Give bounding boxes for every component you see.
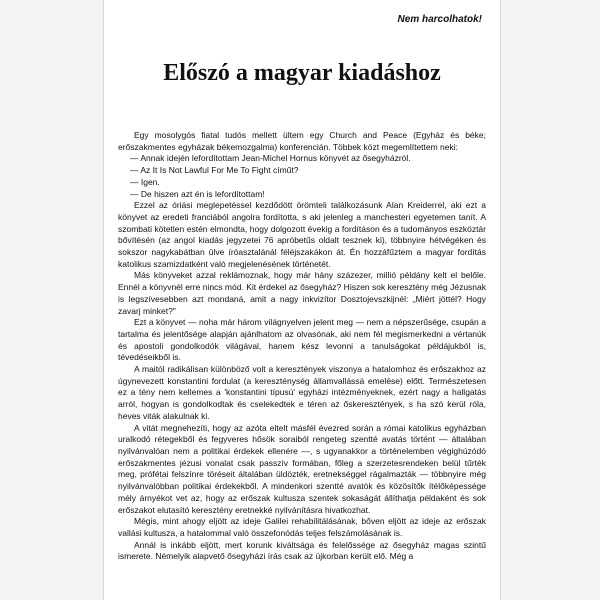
dialog-line: — Annak idején lefordítottam Jean-Michel Hornus könyvét az ősegyházról. <box>130 153 411 164</box>
paragraph: Egy mosolygós fiatal tudós mellett ültem egy Church and Peace (Egyház és béke; erőszakmentes egyházak békemozgalma) konferencián. Többek közt megemlítettem neki: <box>118 130 486 152</box>
paragraph: Ezt a könyvet — noha már három világnyelven jelent meg — nem a népszerűsége, csupán a tartalma és jelentősége alapján ajánlhatom az olvasónak, aki nem fél megismerkedni a vértanúk és apostoli gondolkodók világával, hanem kész levonni a tanulságokat példájukból is, tévedéseikből is. <box>118 317 486 363</box>
paragraph: A maitól radikálisan különböző volt a keresztények viszonya a hatalomhoz és erőszakhoz az úgynevezett konstantini fordulat (a kereszténység államvallássá emelése) előtt. Természetesen ez a tény nem kellemes a 'konstantini típusú' egyházi intézményeknek, ezért nagy a hallgatás arról, hogyan is gondolkodtak és cselekedtek e téren az őskeresztények, s ha szó kerül róla, heves viták alakulnak ki. <box>118 364 486 421</box>
paragraph: Ezzel az óriási meglepetéssel kezdődött örömteli találkozásunk Alan Kreiderrel, aki ezt a könyvet az eredeti franciából angolra fordította, s aki jelenleg a manchesteri egyetemen tanít. A szombati kötetlen estén elmondta, hogy dolgozott évekig a fordításon és a tudományos eszköztár bővítésén (az angol kiadás jegyzetei 76 apróbetűs oldalt tesznek ki), többnyire hétvégéken és sokszor nagykabátban ülve íróasztalánál féléjszakákon át. Én hozzáfűztem a magyar fordítás katolikus szamizdatként való megjelenésének történetét. <box>118 200 486 269</box>
paragraph: Mégis, mint ahogy eljött az ideje Galilei rehabilitálásának, bőven eljött az ideje az erőszak vallási kultusza, a hatalommal való összefonódás teljes felszámolásának is. <box>118 516 486 538</box>
dialog-line: — Az It Is Not Lawful For Me To Fight címűt? <box>130 165 299 176</box>
dialog-line: — Igen. <box>130 176 160 187</box>
body-text <box>118 130 486 563</box>
running-head: Nem harcolhatok! <box>397 14 482 25</box>
paragraph: A vitát megnehezíti, hogy az azóta eltelt másfél évezred során a római katolikus egyházban uralkodó rétegekből és fegyveres hősök soraiból rengeteg szentté avatás történt — általában nyilvánvalóan nem a politikai érdekek ellenére —, s ugyanakkor a történelemben végighúzódó erőszakmentes jézusi vonalat csak passzív formában, főleg a szerzetesrendeken belül tűrték meg, prófétai felszínre töréseit általában üldözték, eretnekséggel rágalmazták — többnyire még nyilvánvalóbban politikai érdekekből. A mindenkori szentté avatók és közösítők ítélőképessége mély árnyékot vet az, hogy az erőszak kultusza szentek sokaságát állíthatja példaként és sok erőszakot elutasító keresztény eretnekké nyilvánításra hivatkozhat. <box>118 422 486 515</box>
paragraph: Annál is inkább eljött, mert korunk kiváltsága és felelőssége az ősegyház magas szintű ismerete. Némelyik alapvető ősegyházi írás csak az újkorban került elő. Még a <box>118 539 486 562</box>
book-page <box>103 0 501 600</box>
paragraph: Más könyveket azzal reklámoznak, hogy már hány százezer, millió példány kelt el belőle. Ennél a könyvnél erre nincs mód. Kit érdekel az ősegyház? Hiszen sok keresztény még Jézusnak is legszívesebben azt mondaná, amit a nagy inkvizítor Dosztojevszkijnél: „Miért jöttél? Hogy zavarj minket?" <box>118 270 486 316</box>
chapter-title: Előszó a magyar kiadáshoz <box>163 60 441 86</box>
dialog-line: — De hiszen azt én is lefordítottam! <box>130 188 265 199</box>
